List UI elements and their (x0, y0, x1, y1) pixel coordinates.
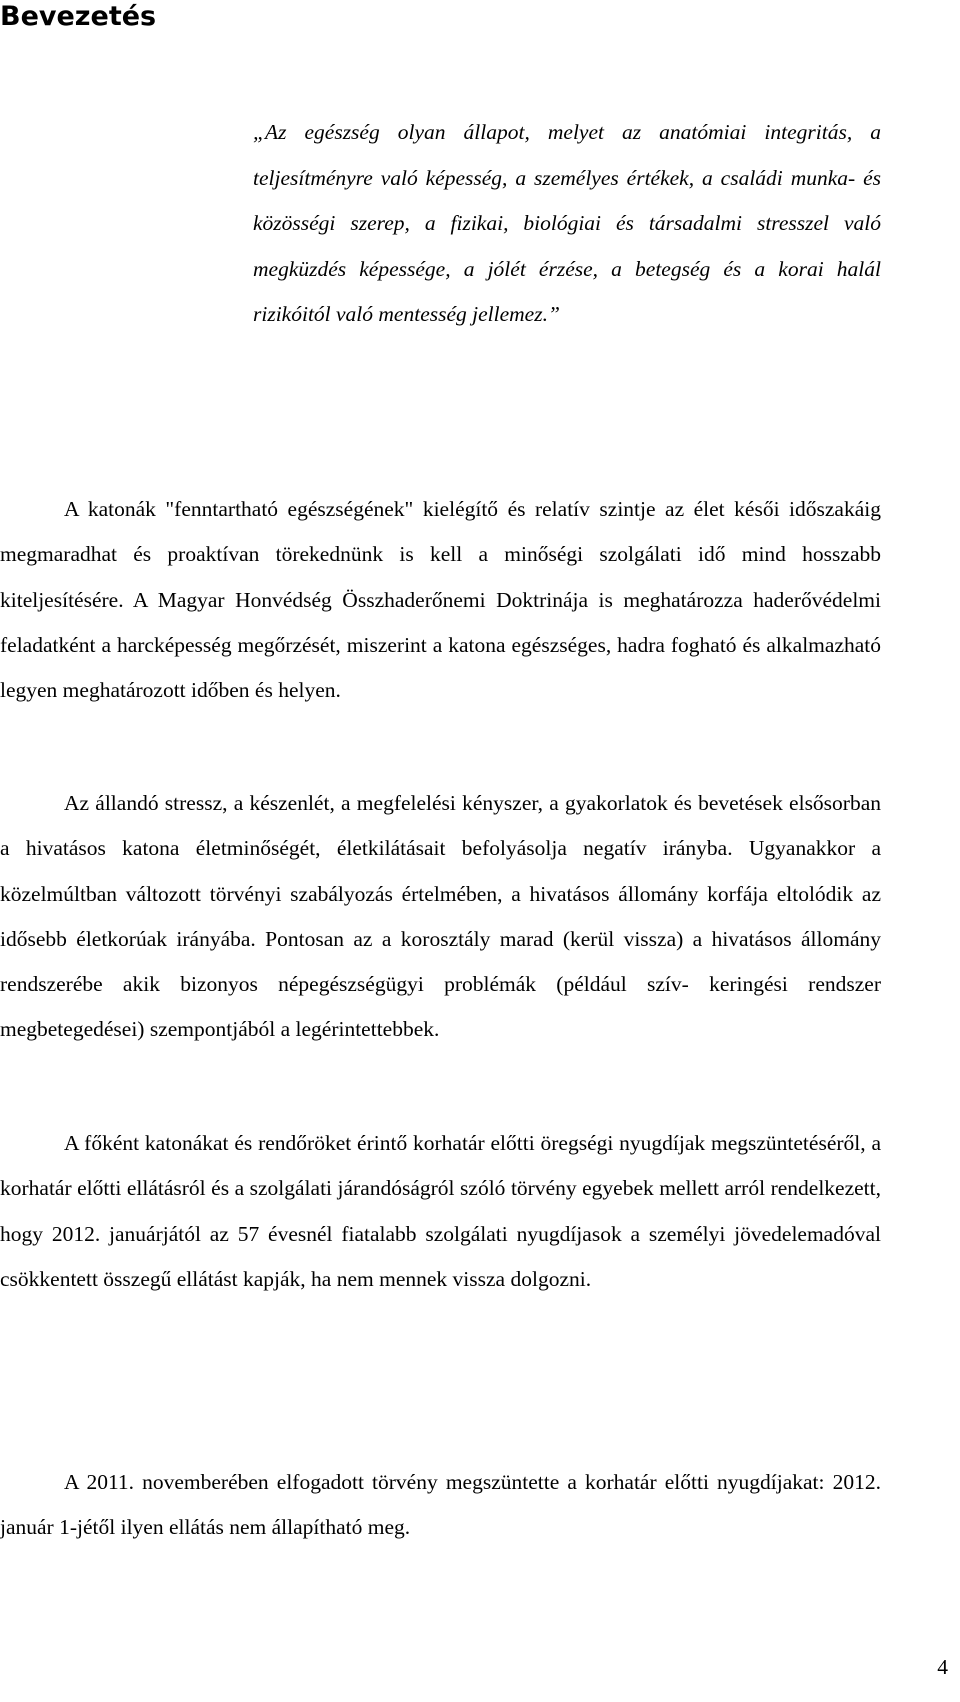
health-definition-quote: „Az egészség olyan állapot, melyet az anatómiai integritás, a teljesítményre való képesség, a személyes értékek, a családi munka- és közösségi szerep, a fizikai, biológiai és társadalmi stresszel való megküzdés képessége, a jólét érzése, a betegség és a korai halál rizikóitól való mentesség jellemez.” (253, 120, 881, 326)
paragraph-pension-law: A főként katonákat és rendőröket érintő korhatár előtti öregségi nyugdíjak megszüntetéséről, a korhatár előtti ellátásról és a szolgálati járandóságról szóló törvény egyebek mellett arról rendelkezett, hogy 2012. januárjától az 57 évesnél fiatalabb szolgálati nyugdíjasok a személyi jövedelemadóval csökkentett összegű ellátást kapják, ha nem mennek vissza dolgozni. (0, 1131, 881, 1291)
paragraph-sustainable-health: A katonák "fenntartható egészségének" kielégítő és relatív szintje az élet késői időszakáig megmaradhat és proaktívan törekednünk is kell a minőségi szolgálati idő mind hosszabb kiteljesítésére. A Magyar Honvédség Összhaderőnemi Doktrinája is meghatározza haderővédelmi feladatként a harcképesség megőrzését, miszerint a katona egészséges, hadra fogható és alkalmazható legyen meghatározott időben és helyen. (0, 497, 881, 703)
paragraph-pension-abolition: A 2011. novemberében elfogadott törvény megszüntette a korhatár előtti nyugdíjakat: 2012. január 1-jétől ilyen ellátás nem állapítható meg. (0, 1470, 881, 1540)
page-number: 4 (937, 1655, 948, 1679)
section-heading: Bevezetés (0, 1, 157, 32)
paragraph-stress-and-age: Az állandó stressz, a készenlét, a megfelelési kényszer, a gyakorlatok és bevetések elsősorban a hivatásos katona életminőségét, életkilátásait befolyásolja negatív irányba. Ugyanakkor a közelmúltban változott törvényi szabályozás értelmében, a hivatásos állomány korfája eltolódik az idősebb életkorúak irányába. Pontosan az a korosztály marad (kerül vissza) a hivatásos állomány rendszerébe akik bizonyos népegészségügyi problémák (például szív- keringési rendszer megbetegedései) szempontjából a legérintettebbek. (0, 791, 881, 1042)
